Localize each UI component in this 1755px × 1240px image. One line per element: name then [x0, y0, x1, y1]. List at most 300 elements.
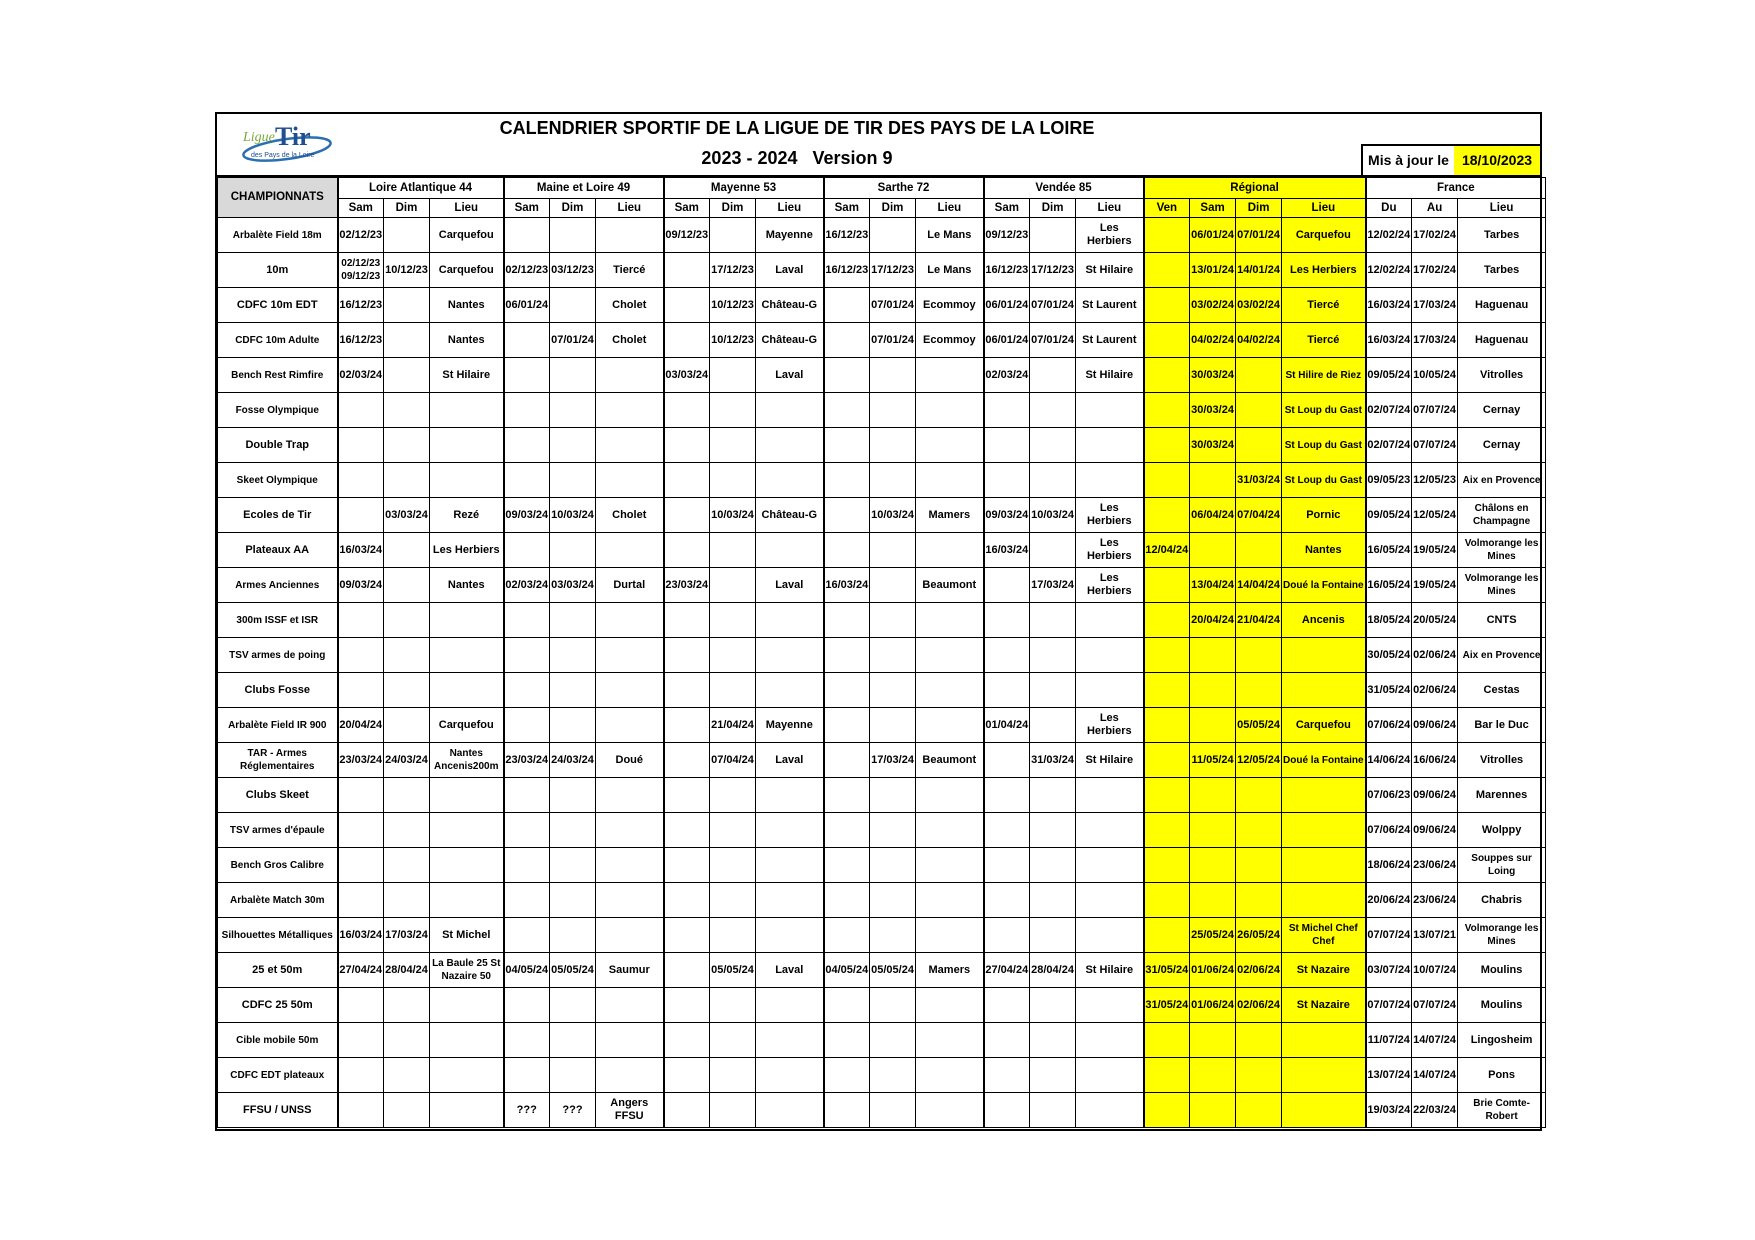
table-cell: Moulins [1458, 953, 1546, 988]
table-cell: Beaumont [916, 568, 984, 603]
table-cell: Lingosheim [1458, 1023, 1546, 1058]
table-cell [504, 428, 550, 463]
table-cell: Le Mans [916, 218, 984, 253]
table-cell: 30/03/24 [1190, 393, 1236, 428]
table-cell: 27/04/24 [338, 953, 384, 988]
table-cell: 10/12/23 [710, 288, 756, 323]
table-cell: 31/05/24 [1366, 673, 1412, 708]
table-cell [756, 918, 824, 953]
table-cell: 12/02/24 [1366, 253, 1412, 288]
table-cell: Tarbes [1458, 218, 1546, 253]
table-cell: 03/02/24 [1236, 288, 1282, 323]
table-cell [664, 463, 710, 498]
table-cell: 07/06/23 [1366, 778, 1412, 813]
table-cell [1190, 533, 1236, 568]
table-cell [338, 988, 384, 1023]
table-row [218, 288, 1546, 323]
table-cell: Bar le Duc [1458, 708, 1546, 743]
table-cell [338, 848, 384, 883]
table-cell: Chabris [1458, 883, 1546, 918]
discipline-cell: CDFC 10m Adulte [218, 323, 338, 358]
table-cell: ??? [550, 1093, 596, 1128]
table-cell [338, 883, 384, 918]
table-cell [664, 253, 710, 288]
table-cell [824, 708, 870, 743]
table-cell [664, 533, 710, 568]
table-cell [1190, 1093, 1236, 1128]
table-cell [824, 813, 870, 848]
table-cell [550, 638, 596, 673]
table-cell: St Laurent [1076, 288, 1144, 323]
table-cell [916, 1093, 984, 1128]
table-cell: Château-G [756, 323, 824, 358]
discipline-cell: Armes Anciennes [218, 568, 338, 603]
table-cell [984, 638, 1030, 673]
table-cell: 17/02/24 [1412, 253, 1458, 288]
table-cell: St Michel [430, 918, 504, 953]
table-cell: 23/06/24 [1412, 883, 1458, 918]
table-cell: 06/04/24 [1190, 498, 1236, 533]
table-cell [1144, 883, 1190, 918]
table-cell: 02/03/24 [504, 568, 550, 603]
table-cell [338, 813, 384, 848]
table-cell: 07/07/24 [1412, 428, 1458, 463]
table-cell [550, 428, 596, 463]
table-cell: Moulins [1458, 988, 1546, 1023]
table-row [218, 218, 1546, 253]
table-cell: 09/06/24 [1412, 813, 1458, 848]
table-cell [984, 673, 1030, 708]
svg-text:Ligue: Ligue [243, 130, 275, 145]
table-cell: Aix en Provence [1458, 463, 1546, 498]
table-cell [664, 1058, 710, 1093]
table-cell: 17/03/24 [1412, 288, 1458, 323]
table-cell: CNTS [1458, 603, 1546, 638]
table-cell [710, 988, 756, 1023]
table-cell: 02/06/24 [1412, 673, 1458, 708]
table-cell: 10/03/24 [710, 498, 756, 533]
table-row [218, 848, 1546, 883]
table-cell: Souppes sur Loing [1458, 848, 1546, 883]
table-cell: Château-G [756, 288, 824, 323]
table-cell: 24/03/24 [384, 743, 430, 778]
table-cell [756, 393, 824, 428]
table-cell: 14/07/24 [1412, 1058, 1458, 1093]
table-cell [504, 323, 550, 358]
table-cell: 23/03/24 [664, 568, 710, 603]
table-cell: 17/12/23 [710, 253, 756, 288]
group-header: Sarthe 72 [824, 178, 984, 199]
table-cell: Ancenis [1282, 603, 1366, 638]
table-cell [916, 1023, 984, 1058]
table-cell: Beaumont [916, 743, 984, 778]
table-cell [870, 673, 916, 708]
table-cell [916, 603, 984, 638]
discipline-cell: Skeet Olympique [218, 463, 338, 498]
table-cell [338, 428, 384, 463]
svg-text:Tir: Tir [275, 122, 311, 151]
table-cell: 17/03/24 [870, 743, 916, 778]
table-cell [550, 1023, 596, 1058]
table-cell: Les Herbiers [1076, 568, 1144, 603]
column-header: Dim [870, 199, 916, 218]
table-cell: Cestas [1458, 673, 1546, 708]
table-row [218, 533, 1546, 568]
table-cell [504, 358, 550, 393]
table-cell [916, 1058, 984, 1093]
table-cell: 20/06/24 [1366, 883, 1412, 918]
table-cell [870, 813, 916, 848]
table-cell: Laval [756, 743, 824, 778]
table-cell [710, 778, 756, 813]
table-cell [384, 848, 430, 883]
table-row [218, 253, 1546, 288]
table-cell: 12/05/24 [1236, 743, 1282, 778]
table-cell [1030, 883, 1076, 918]
table-cell: 02/12/23 [504, 253, 550, 288]
table-cell [550, 463, 596, 498]
table-cell [664, 603, 710, 638]
table-cell [504, 813, 550, 848]
table-cell [1076, 603, 1144, 638]
table-cell [504, 918, 550, 953]
table-cell [1282, 883, 1366, 918]
table-row [218, 953, 1546, 988]
table-row [218, 1023, 1546, 1058]
table-cell [384, 1093, 430, 1128]
table-cell: 06/01/24 [1190, 218, 1236, 253]
table-cell: 14/07/24 [1412, 1023, 1458, 1058]
table-cell: 20/04/24 [1190, 603, 1236, 638]
table-cell [870, 393, 916, 428]
table-cell [1030, 358, 1076, 393]
table-cell: 27/04/24 [984, 953, 1030, 988]
table-cell [1190, 638, 1236, 673]
table-cell: Carquefou [430, 253, 504, 288]
table-cell: 13/01/24 [1190, 253, 1236, 288]
table-cell [756, 883, 824, 918]
table-cell: Durtal [596, 568, 664, 603]
table-cell [1282, 673, 1366, 708]
table-cell: 07/01/24 [1030, 323, 1076, 358]
group-header: Loire Atlantique 44 [338, 178, 504, 199]
table-cell [664, 638, 710, 673]
table-cell: 09/06/24 [1412, 708, 1458, 743]
table-cell: Nantes [430, 288, 504, 323]
table-cell [824, 603, 870, 638]
table-cell [338, 673, 384, 708]
table-cell: 09/03/24 [504, 498, 550, 533]
table-cell [664, 848, 710, 883]
table-cell [710, 358, 756, 393]
table-cell [710, 1058, 756, 1093]
table-cell [870, 428, 916, 463]
table-cell: 21/04/24 [710, 708, 756, 743]
table-cell: 23/06/24 [1412, 848, 1458, 883]
table-cell [430, 673, 504, 708]
table-cell [710, 1023, 756, 1058]
table-cell: 07/06/24 [1366, 813, 1412, 848]
table-cell: Doué la Fontaine [1282, 568, 1366, 603]
table-cell: 04/02/24 [1190, 323, 1236, 358]
table-cell: 03/03/24 [384, 498, 430, 533]
table-cell: Volmorange les Mines [1458, 533, 1546, 568]
table-cell [1076, 463, 1144, 498]
table-cell [824, 988, 870, 1023]
table-cell: 12/04/24 [1144, 533, 1190, 568]
table-cell [824, 428, 870, 463]
table-cell [596, 638, 664, 673]
table-cell: 09/12/23 [664, 218, 710, 253]
table-cell [916, 533, 984, 568]
column-header: Dim [710, 199, 756, 218]
table-cell: 07/07/24 [1366, 988, 1412, 1023]
table-cell: 31/05/24 [1144, 988, 1190, 1023]
table-cell: Mamers [916, 498, 984, 533]
svg-text:des Pays de la Loire: des Pays de la Loire [251, 152, 315, 159]
table-cell [664, 428, 710, 463]
table-cell [1144, 463, 1190, 498]
table-cell: 02/07/24 [1366, 393, 1412, 428]
table-cell: 13/07/21 [1412, 918, 1458, 953]
discipline-cell: TSV armes de poing [218, 638, 338, 673]
table-cell [550, 218, 596, 253]
table-cell: 16/03/24 [338, 918, 384, 953]
table-cell [1190, 778, 1236, 813]
table-cell [664, 498, 710, 533]
table-cell: 16/03/24 [1366, 288, 1412, 323]
table-cell [1236, 428, 1282, 463]
discipline-cell: Ecoles de Tir [218, 498, 338, 533]
table-cell [338, 498, 384, 533]
table-cell: 07/04/24 [710, 743, 756, 778]
table-cell: Doué la Fontaine [1282, 743, 1366, 778]
table-cell [664, 708, 710, 743]
table-cell [550, 288, 596, 323]
table-cell [1236, 358, 1282, 393]
table-cell: Rezé [430, 498, 504, 533]
table-cell [430, 638, 504, 673]
table-cell [756, 813, 824, 848]
table-cell [1144, 498, 1190, 533]
column-header: Sam [824, 199, 870, 218]
table-row [218, 638, 1546, 673]
table-cell [756, 848, 824, 883]
table-cell [870, 463, 916, 498]
table-cell [664, 323, 710, 358]
table-cell: St Nazaire [1282, 988, 1366, 1023]
table-cell: 30/05/24 [1366, 638, 1412, 673]
table-cell [756, 463, 824, 498]
table-cell [1190, 463, 1236, 498]
table-cell [710, 848, 756, 883]
discipline-cell: Plateaux AA [218, 533, 338, 568]
table-cell [430, 1023, 504, 1058]
table-cell: 20/05/24 [1412, 603, 1458, 638]
table-cell [384, 883, 430, 918]
table-cell: St Loup du Gast [1282, 428, 1366, 463]
table-cell [756, 603, 824, 638]
table-cell [824, 1058, 870, 1093]
table-cell [1076, 1058, 1144, 1093]
table-cell: Carquefou [1282, 708, 1366, 743]
table-cell: St Loup du Gast [1282, 393, 1366, 428]
table-cell [916, 708, 984, 743]
table-cell: 10/03/24 [550, 498, 596, 533]
table-cell [870, 918, 916, 953]
table-cell [1190, 673, 1236, 708]
table-cell [550, 1058, 596, 1093]
table-cell [1030, 428, 1076, 463]
column-header: Lieu [596, 199, 664, 218]
column-header: Lieu [1458, 199, 1546, 218]
table-cell [824, 1023, 870, 1058]
table-cell: Ecommoy [916, 288, 984, 323]
table-cell [710, 218, 756, 253]
table-cell [430, 463, 504, 498]
update-date: 18/10/2023 [1454, 146, 1540, 175]
table-row [218, 393, 1546, 428]
table-cell [1144, 323, 1190, 358]
table-cell [1030, 1093, 1076, 1128]
table-cell [824, 673, 870, 708]
table-cell: St Hilaire [1076, 253, 1144, 288]
table-cell [1190, 1023, 1236, 1058]
table-row [218, 778, 1546, 813]
table-cell [384, 463, 430, 498]
table-cell [870, 883, 916, 918]
table-cell: 02/03/24 [338, 358, 384, 393]
table-cell: Pons [1458, 1058, 1546, 1093]
table-cell: Cernay [1458, 393, 1546, 428]
table-cell [1030, 1058, 1076, 1093]
table-cell [430, 1058, 504, 1093]
table-cell: 10/05/24 [1412, 358, 1458, 393]
table-cell: 18/05/24 [1366, 603, 1412, 638]
table-cell: Laval [756, 358, 824, 393]
table-cell: Tiercé [1282, 323, 1366, 358]
table-cell: 20/04/24 [338, 708, 384, 743]
discipline-cell: CDFC 25 50m [218, 988, 338, 1023]
table-cell: 16/03/24 [824, 568, 870, 603]
table-cell [1030, 463, 1076, 498]
discipline-cell: Cible mobile 50m [218, 1023, 338, 1058]
table-cell [756, 673, 824, 708]
table-cell [916, 848, 984, 883]
table-cell [1144, 358, 1190, 393]
discipline-cell: 25 et 50m [218, 953, 338, 988]
table-cell [384, 778, 430, 813]
column-header: Dim [1236, 199, 1282, 218]
table-cell: 04/02/24 [1236, 323, 1282, 358]
table-cell [430, 778, 504, 813]
table-cell: 23/03/24 [338, 743, 384, 778]
discipline-cell: Bench Gros Calibre [218, 848, 338, 883]
table-cell [596, 848, 664, 883]
table-cell [916, 918, 984, 953]
discipline-cell: 300m ISSF et ISR [218, 603, 338, 638]
table-cell [1076, 393, 1144, 428]
table-cell [756, 988, 824, 1023]
table-cell: 07/06/24 [1366, 708, 1412, 743]
table-cell [384, 393, 430, 428]
table-cell [984, 1058, 1030, 1093]
table-cell: Aix en Provence [1458, 638, 1546, 673]
table-cell: Laval [756, 253, 824, 288]
table-cell [916, 883, 984, 918]
table-cell: 06/01/24 [984, 288, 1030, 323]
table-cell [710, 568, 756, 603]
table-cell [430, 813, 504, 848]
table-cell [664, 1023, 710, 1058]
table-cell: Carquefou [430, 708, 504, 743]
table-cell: 05/05/24 [870, 953, 916, 988]
table-cell: 02/07/24 [1366, 428, 1412, 463]
table-cell [1030, 778, 1076, 813]
table-cell [596, 463, 664, 498]
table-row [218, 708, 1546, 743]
table-cell [1076, 988, 1144, 1023]
table-cell: 24/03/24 [550, 743, 596, 778]
table-cell [430, 603, 504, 638]
table-cell: St Hilaire [1076, 743, 1144, 778]
table-cell [504, 778, 550, 813]
column-header: Sam [984, 199, 1030, 218]
table-cell [550, 533, 596, 568]
table-cell [1030, 393, 1076, 428]
table-cell [1076, 883, 1144, 918]
table-cell [984, 883, 1030, 918]
table-row [218, 323, 1546, 358]
table-cell [916, 988, 984, 1023]
table-cell: Les Herbiers [430, 533, 504, 568]
table-cell [596, 988, 664, 1023]
table-cell [710, 813, 756, 848]
table-cell [664, 673, 710, 708]
table-cell: 02/12/23 09/12/23 [338, 253, 384, 288]
table-row [218, 1058, 1546, 1093]
table-cell [984, 1093, 1030, 1128]
table-cell [916, 813, 984, 848]
table-cell [984, 848, 1030, 883]
table-cell [596, 673, 664, 708]
table-cell: 07/07/24 [1412, 393, 1458, 428]
table-cell [710, 428, 756, 463]
table-cell: 03/03/24 [664, 358, 710, 393]
table-cell: 16/05/24 [1366, 568, 1412, 603]
table-cell [1030, 673, 1076, 708]
table-row [218, 498, 1546, 533]
table-cell: 03/07/24 [1366, 953, 1412, 988]
table-cell: 02/06/24 [1236, 988, 1282, 1023]
table-cell [1076, 918, 1144, 953]
table-cell [550, 358, 596, 393]
table-row [218, 358, 1546, 393]
table-cell: 11/05/24 [1190, 743, 1236, 778]
table-cell [384, 638, 430, 673]
table-cell [824, 463, 870, 498]
table-cell: Cholet [596, 323, 664, 358]
table-cell: Haguenau [1458, 323, 1546, 358]
column-header: Au [1412, 199, 1458, 218]
table-cell: 30/03/24 [1190, 358, 1236, 393]
table-cell: Cernay [1458, 428, 1546, 463]
table-cell: 31/03/24 [1030, 743, 1076, 778]
table-cell [1030, 218, 1076, 253]
table-cell [870, 848, 916, 883]
table-row [218, 988, 1546, 1023]
table-cell: 16/05/24 [1366, 533, 1412, 568]
